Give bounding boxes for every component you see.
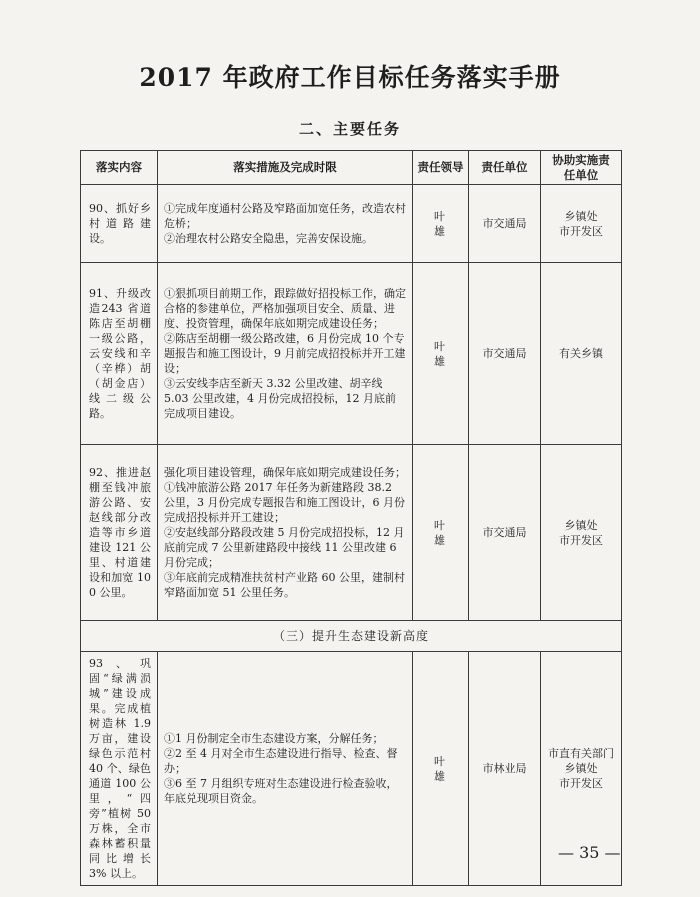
task-assist [541,445,622,621]
task-assist [541,185,622,263]
header-measures: 落实措施及完成时限 [158,151,413,185]
task-leader: 叶 雄 [413,445,469,621]
table-row [81,652,622,886]
assist-unit: 有关乡镇 [559,347,603,360]
assist-unit: 市直有关部门 [548,747,614,760]
subsection-title: （三）提升生态建设新高度 [81,621,622,652]
measure-item: ①钱冲旅游公路 2017 年任务为新建路段 38.2 公里，3 月份完成专题报告和施工图设计，6 月份完成招投标并开工建设； [164,481,405,524]
measure-item: ②安赵线部分路段改建 5 月份完成招投标，12 月底前完成 7 公里新建路段中接线 11 公里改建 6 月份完成； [164,526,405,569]
task-measures [158,263,413,445]
task-measures [158,652,413,886]
task-leader: 叶 雄 [413,263,469,445]
measure-item: ①1 月份制定全市生态建设方案，分解任务； [164,732,384,745]
measure-item: ②2 至 4 月对全市生态建设进行指导、检查、督办； [164,747,398,775]
measure-item: ③6 至 7 月组织专班对生态建设进行检查验收，年底兑现项目资金。 [164,777,398,805]
task-measures [158,445,413,621]
assist-unit: 乡镇处 [564,762,598,775]
measure-item: ②陈店至胡棚一级公路改建，6 月份完成 10 个专题报告和施工图设计，9 月前完成招投标并开工建设； [164,332,406,375]
header-content: 落实内容 [81,151,158,185]
table-row [81,263,622,445]
task-content: 93、巩固“绿满涢城”建设成果。完成植树造林 1.9 万亩，建设绿色示范村 40 个、绿色通道 100 公里，“四旁”植树 50 万株，全市森林蓄积量同比增长 3% 以上。 [81,652,158,886]
measure-item: ①狠抓项目前期工作，跟踪做好招投标工作，确定合格的参建单位，严格加强项目安全、质量、进度、投资管理，确保年底如期完成建设任务； [164,287,406,330]
assist-unit: 市开发区 [559,777,603,790]
table-header-row [81,151,622,185]
page-number: — 35 — [558,843,621,862]
table-row [81,185,622,263]
task-content: 90、抓好乡村道路建设。 [81,185,158,263]
assist-unit: 乡镇处 [564,209,598,223]
measure-item: ②治理农村公路安全隐患，完善安保设施。 [164,232,373,245]
section-title: 二、主要任务 [298,120,401,138]
task-content: 92、推进赵棚至钱冲旅游公路、安赵线部分改造等市乡道建设 121 公里、村道建设和加宽 100 公里。 [81,445,158,621]
measure-item: ①完成年度通村公路及窄路面加宽任务，改造农村危桥； [164,202,406,230]
assist-unit: 市开发区 [559,224,603,238]
measure-item: 强化项目建设管理，确保年底如期完成建设任务； [164,466,406,479]
task-table [80,150,622,886]
task-content: 91、升级改造243 省道陈店至胡棚一级公路，云安线和辛（辛桦）胡（胡金店）线二级公路。 [81,263,158,445]
header-leader: 责任领导 [413,151,469,185]
measure-item: ③年底前完成精准扶贫村产业路 60 公里，建制村窄路面加宽 51 公里任务。 [164,571,405,599]
task-unit: 市交通局 [469,185,541,263]
table-subheader-row [81,621,622,652]
task-leader: 叶 雄 [413,652,469,886]
task-measures [158,185,413,263]
assist-unit: 市开发区 [559,533,603,547]
task-unit: 市林业局 [469,652,541,886]
header-unit: 责任单位 [469,151,541,185]
assist-unit: 乡镇处 [564,518,598,532]
task-leader: 叶 雄 [413,185,469,263]
table-row [81,445,622,621]
task-unit: 市交通局 [469,263,541,445]
task-assist [541,263,622,445]
page-title: 2017 年政府工作目标任务落实手册 [139,63,561,92]
header-assist: 协助实施责任单位 [541,151,622,185]
measure-item: ③云安线李店至新天 3.32 公里改建、胡辛线 5.03 公里改建，4 月份完成招投标，12 月底前完成项目建设。 [164,377,396,420]
task-unit: 市交通局 [469,445,541,621]
